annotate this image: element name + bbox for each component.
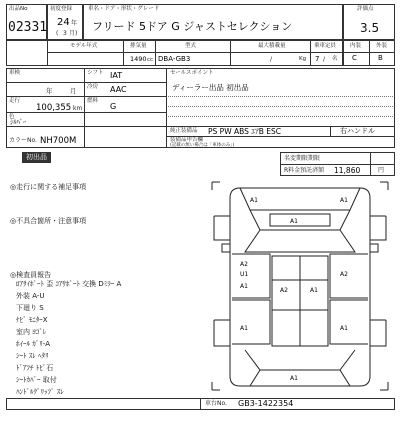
fuel-label: 燃料 bbox=[87, 98, 99, 104]
damage-mark: A1 bbox=[240, 283, 248, 290]
mileage-value: 100,355 bbox=[36, 103, 72, 113]
displacement-unit: cc bbox=[147, 57, 154, 63]
recycle-unit: 円 bbox=[378, 167, 385, 174]
inspection-label: 車検 bbox=[9, 70, 21, 76]
first-listing-tag: 初出品 bbox=[22, 152, 51, 163]
inspector-title: ◎検査員報告 bbox=[10, 271, 52, 279]
equipment-label: 純正装備品 bbox=[170, 128, 198, 134]
recycle-value: 11,860 bbox=[334, 166, 361, 175]
score-label: 評価点 bbox=[357, 6, 374, 12]
shift-label: シフト bbox=[87, 70, 104, 76]
damage-mark: A2 bbox=[340, 271, 348, 278]
inspector-line: ﾊﾝﾄﾞﾙｸﾞﾘｯﾌﾟ ｽﾚ bbox=[16, 388, 64, 396]
damage-mark: A1 bbox=[340, 325, 348, 332]
score-value: 3.5 bbox=[360, 21, 380, 35]
frame-box bbox=[200, 398, 395, 410]
damage-mark: A2 bbox=[280, 287, 288, 294]
ac-value: AAC bbox=[110, 85, 127, 94]
sales-point-label: セールスポイント bbox=[170, 70, 214, 76]
dealer-label: 名変期限期限 bbox=[284, 155, 321, 162]
ac-label: 冷房 bbox=[87, 84, 99, 90]
recycle-label: R料金預託済額 bbox=[284, 167, 325, 174]
color-label: 色 bbox=[9, 114, 15, 120]
car-damage-diagram bbox=[210, 180, 390, 392]
year-value: 24 bbox=[57, 17, 70, 28]
inspector-line: ｼｰﾄｶﾊﾞｰ 取付 bbox=[16, 376, 57, 384]
mileage-unit: km bbox=[73, 105, 83, 112]
inspection-month: 月 bbox=[70, 87, 77, 95]
interior-label: 内装 bbox=[350, 43, 362, 49]
color-no-label: カラーNo. bbox=[9, 137, 37, 144]
type-label: 型式 bbox=[185, 43, 197, 49]
equipment-value: PS PW ABS ｴｱB ESC bbox=[208, 127, 282, 136]
interior-grade: C bbox=[352, 54, 357, 62]
handle-value: 右ハンドル bbox=[340, 127, 375, 135]
frame-value: GB3-1422354 bbox=[238, 399, 294, 408]
inspector-line: ﾛｱｻｲﾎﾟｰﾄ 歪 ｺｱｻﾎﾟｰﾄ 交換 Dﾐﾗｰ A bbox=[16, 280, 122, 288]
damage-mark: A1 bbox=[240, 325, 248, 332]
month-unit: 月) bbox=[69, 30, 78, 37]
load-unit: Kg bbox=[299, 56, 307, 62]
inspector-line: ｼｰﾄ ｽﾚ ﾍﾀﾘ bbox=[16, 352, 49, 360]
inspection-year: 年 bbox=[46, 87, 53, 95]
sales-point-value: ディーラー出品 初出品 bbox=[172, 83, 249, 92]
exterior-label: 外装 bbox=[376, 43, 388, 49]
damage-mark: A2 bbox=[240, 261, 248, 268]
plan-label: 装備品申告欄 bbox=[170, 137, 204, 143]
displacement-value: 1490 bbox=[130, 55, 147, 63]
load-label: 最大積載量 bbox=[258, 43, 286, 49]
inspector-line: 下廻り S bbox=[16, 304, 44, 312]
lot-label: 出品No bbox=[9, 6, 28, 12]
damage-mark: A1 bbox=[250, 197, 258, 204]
inspector-line: ﾅﾋﾞ ﾓﾆﾀｰX bbox=[16, 316, 48, 324]
inspector-line: 外装 A-U bbox=[16, 292, 45, 300]
inspector-line: ﾄﾞｱﾌﾁ ﾄﾋﾞ石 bbox=[16, 364, 54, 372]
month-value: 3 bbox=[63, 30, 67, 37]
defect-title: ◎不具合箇所・注意事項 bbox=[10, 217, 87, 225]
capacity-sep: / bbox=[323, 56, 326, 63]
plan-sub: (記載の無い場合は「車体のみ」) bbox=[170, 143, 235, 148]
damage-mark: U1 bbox=[240, 271, 249, 278]
capacity-unit: 名 bbox=[332, 56, 338, 62]
repair-title: ◎走行に関する補足事項 bbox=[10, 183, 87, 191]
car-name: フリード 5ドア G ジャストセレクション bbox=[92, 20, 293, 33]
frame-label: 車台No. bbox=[205, 400, 227, 407]
type-value: DBA-GB3 bbox=[158, 55, 191, 63]
month-open: ( bbox=[56, 30, 59, 37]
exterior-grade: B bbox=[378, 54, 383, 62]
damage-mark: A1 bbox=[340, 197, 348, 204]
lot-number: 02331 bbox=[8, 20, 48, 35]
model-year-label: モデル年式 bbox=[70, 43, 98, 49]
displacement-label: 排気量 bbox=[130, 43, 147, 49]
color-no-value: NH700M bbox=[40, 136, 77, 146]
shift-value: IAT bbox=[110, 71, 123, 80]
year-unit: 年 bbox=[71, 20, 78, 27]
year-label: 初度登録 bbox=[50, 6, 73, 12]
capacity-label: 乗車定員 bbox=[314, 43, 337, 49]
damage-mark: A1 bbox=[310, 287, 318, 294]
inspector-line: 室内 ﾖｺﾞﾚ bbox=[16, 328, 47, 336]
color-value: ｼﾙﾊﾞｰ bbox=[10, 118, 27, 126]
name-label: 車名・ドア・形状・グレード bbox=[88, 6, 160, 12]
mileage-label: 走行 bbox=[9, 98, 21, 104]
damage-mark: A1 bbox=[290, 375, 298, 382]
capacity-value: 7 bbox=[315, 55, 320, 63]
fuel-value: G bbox=[110, 102, 117, 111]
damage-mark: A1 bbox=[290, 218, 298, 225]
inspector-line: ﾎｲｰﾙ ｶﾞﾘ-A bbox=[16, 340, 51, 348]
load-sep: / bbox=[270, 56, 273, 63]
